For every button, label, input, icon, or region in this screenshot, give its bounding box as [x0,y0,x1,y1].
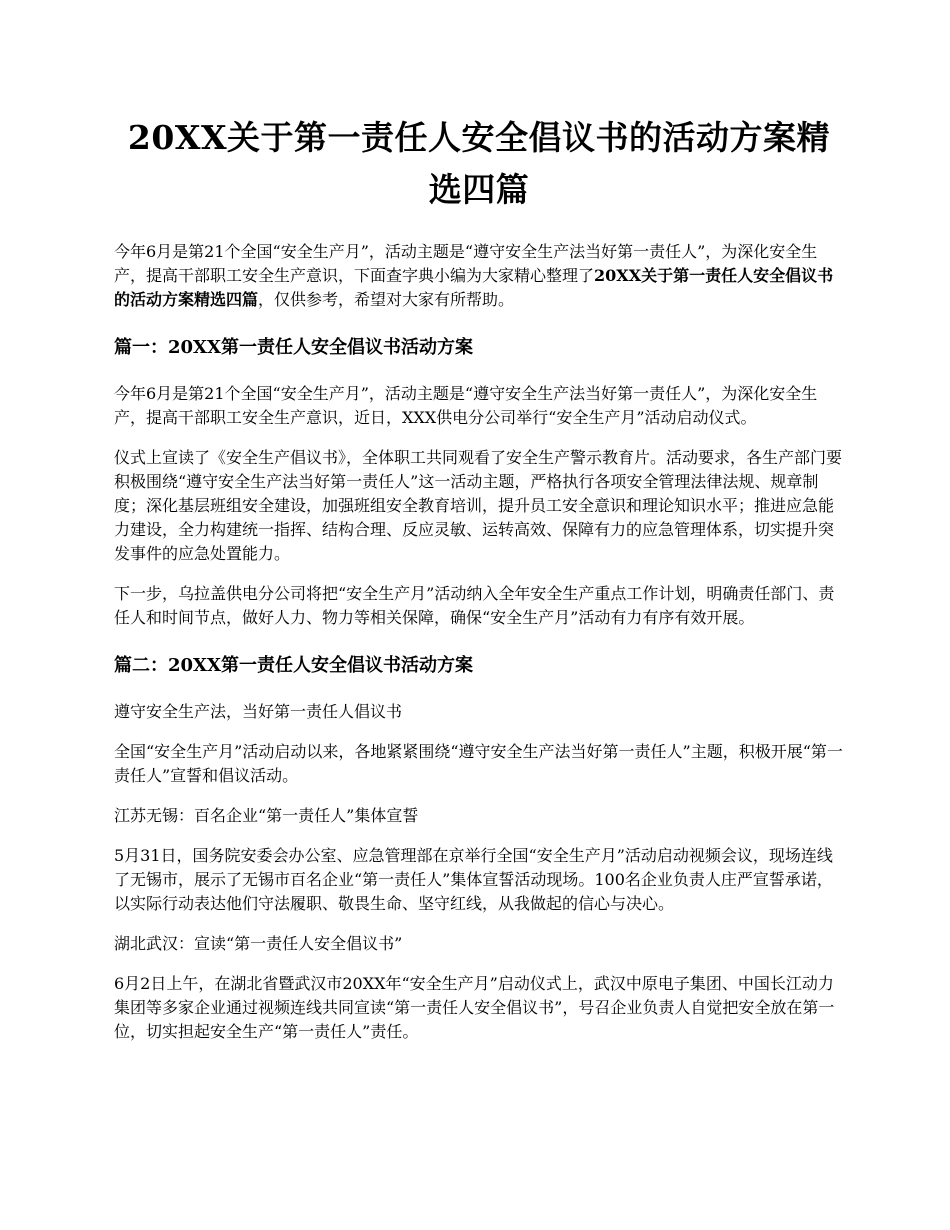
section-1-paragraph: 仪式上宣读了《安全生产倡议书》，全体职工共同观看了安全生产警示教育片。活动要求，各生产部门要积极围绕“遵守安全生产法当好第一责任人”这一活动主题，严格执行各项安全管理法律法规、规章制度；深化基层班组安全建设，加强班组安全教育培训，提升员工安全意识和理论知识水平；推进应急能力建设，全力构建统一指挥、结构合理、反应灵敏、运转高效、保障有力的应急管理体系，切实提升突发事件的应急处置能力。 [114,448,843,563]
section-2-paragraph: 湖北武汉：宣读“第一责任人安全倡议书” [114,934,403,953]
document-title: 20XX关于第一责任人安全倡议书的活动方案精选四篇 [127,118,831,209]
intro-bold-text: 20XX关于第一责任人安全倡议书的活动方案精选四篇 [114,266,834,309]
intro-tail-text: ，仅供参考，希望对大家有所帮助。 [258,290,515,309]
section-1-paragraph: 下一步，乌拉盖供电分公司将把“安全生产月”活动纳入全年安全生产重点工作计划，明确责任部门、责任人和时间节点，做好人力、物力等相关保障，确保“安全生产月”活动有力有序有效开展。 [114,584,835,627]
section-2-heading: 篇二：20XX第一责任人安全倡议书活动方案 [114,655,473,676]
intro-paragraph [114,240,844,312]
intro-lead-text: 今年6月是第21个全国“安全生产月”，活动主题是“遵守安全生产法当好第一责任人”，为深化安全生产，提高干部职工安全生产意识，下面查字典小编为大家精心整理了 [114,242,818,285]
section-2-paragraph: 江苏无锡：百名企业“第一责任人”集体宣誓 [114,806,419,825]
section-2-paragraph: 6月2日上午，在湖北省暨武汉市20XX年“安全生产月”启动仪式上，武汉中原电子集团、中国长江动力集团等多家企业通过视频连线共同宣读“第一责任人安全倡议书”，号召企业负责人自觉把安全放在第一位，切实担起安全生产“第一责任人”责任。 [114,974,835,1041]
section-2-paragraph: 全国“安全生产月”活动启动以来，各地紧紧围绕“遵守安全生产法当好第一责任人”主题，积极开展“第一责任人”宣誓和倡议活动。 [114,742,843,785]
section-2-paragraph: 5月31日，国务院安委会办公室、应急管理部在京举行全国“安全生产月”活动启动视频会议，现场连线了无锡市，展示了无锡市百名企业“第一责任人”集体宣誓活动现场。100名企业负责人庄严宣誓承诺，以实际行动表达他们守法履职、敬畏生命、坚守红线，从我做起的信心与决心。 [114,846,833,913]
section-1-heading: 篇一：20XX第一责任人安全倡议书活动方案 [114,337,473,358]
section-2-paragraph: 遵守安全生产法，当好第一责任人倡议书 [114,702,403,721]
document-page [114,112,844,1060]
section-1-paragraph: 今年6月是第21个全国“安全生产月”，活动主题是“遵守安全生产法当好第一责任人”，为深化安全生产，提高干部职工安全生产意识，近日，XXX供电分公司举行“安全生产月”活动启动仪式。 [114,384,818,427]
